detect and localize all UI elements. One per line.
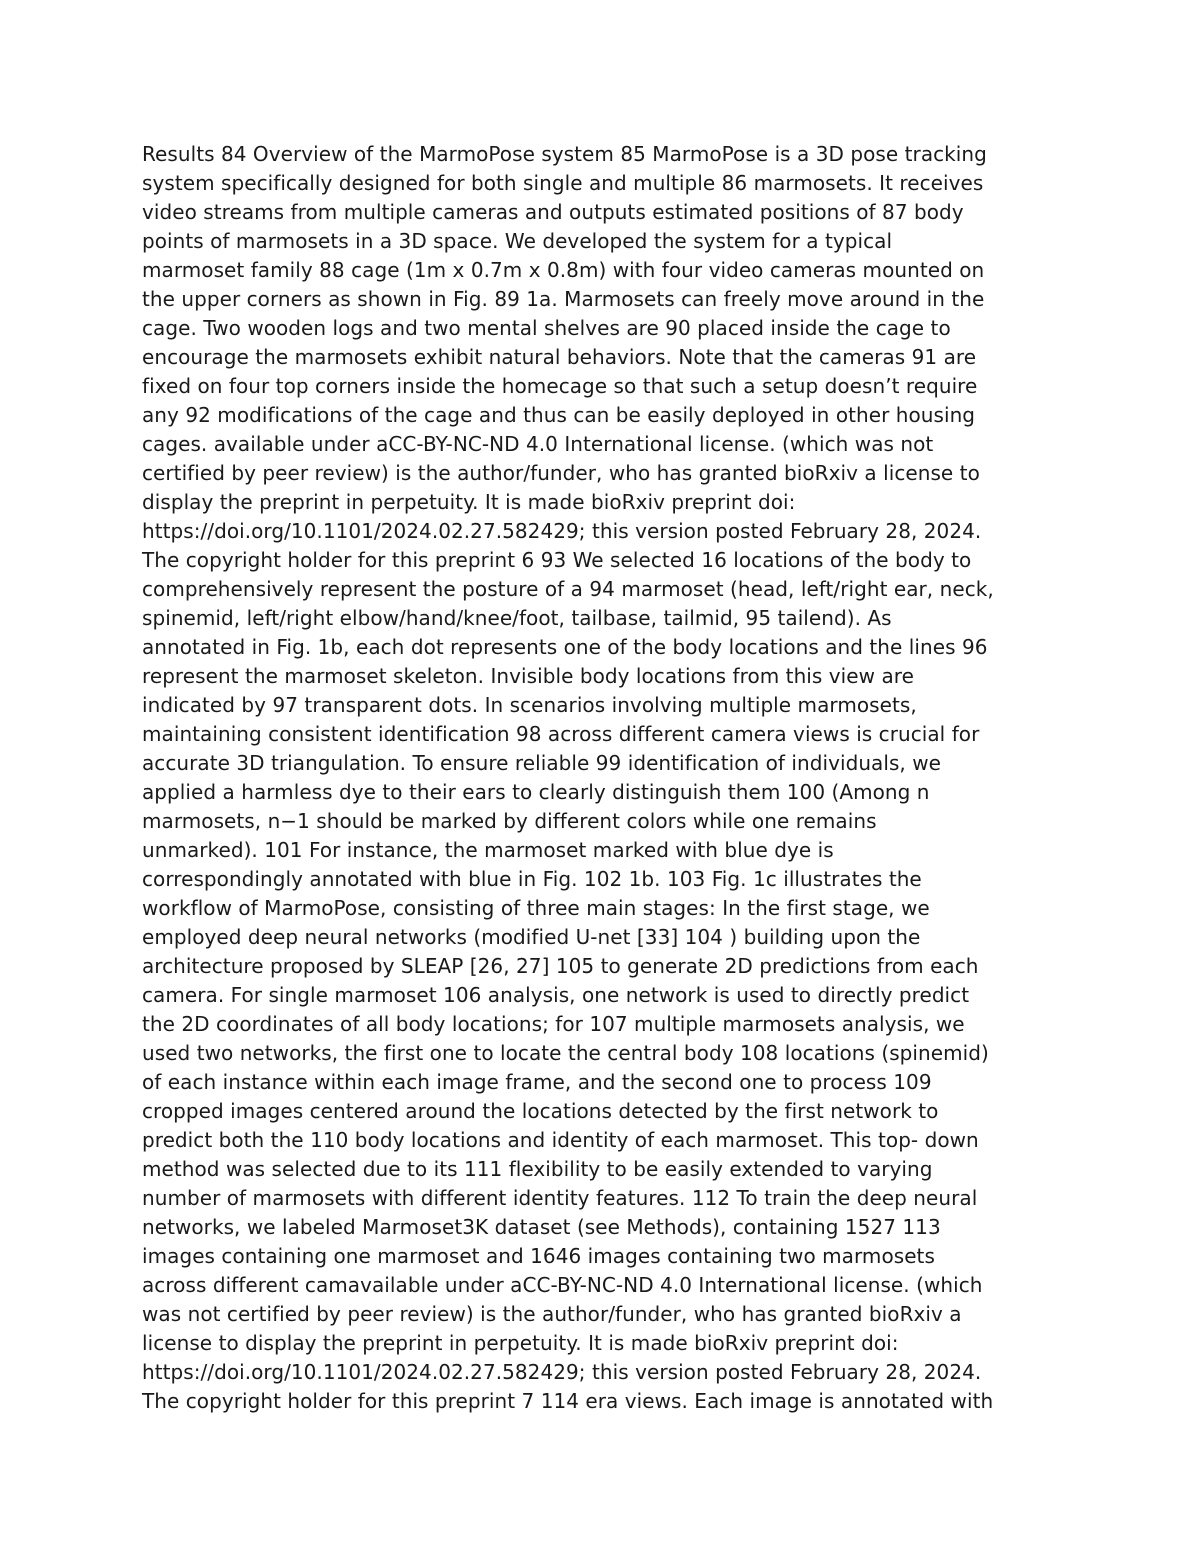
text-line: accurate 3D triangulation. To ensure reliable 99 identification of individuals, we (142, 751, 942, 775)
text-line: cages. available under aCC-BY-NC-ND 4.0 International license. (which was not (142, 432, 934, 456)
text-line: The copyright holder for this preprint 7 114 era views. Each image is annotated with (142, 1389, 994, 1413)
text-line: correspondingly annotated with blue in Fig. 102 1b. 103 Fig. 1c illustrates the (142, 867, 922, 891)
text-line: employed deep neural networks (modified U-net [33] 104 ) building upon the (142, 925, 921, 949)
doi-link-text: https://doi.org/10.1101/2024.02.27.582429; this version posted February 28, 2024. (142, 1360, 982, 1384)
text-line: fixed on four top corners inside the homecage so that such a setup doesn’t require (142, 374, 978, 398)
text-line: cage. Two wooden logs and two mental shelves are 90 placed inside the cage to (142, 316, 951, 340)
text-line: any 92 modifications of the cage and thus can be easily deployed in other housing (142, 403, 976, 427)
text-line: represent the marmoset skeleton. Invisible body locations from this view are (142, 664, 914, 688)
text-line: license to display the preprint in perpetuity. It is made bioRxiv preprint doi: (142, 1331, 899, 1355)
text-line: architecture proposed by SLEAP [26, 27] 105 to generate 2D predictions from each (142, 954, 979, 978)
text-line: indicated by 97 transparent dots. In scenarios involving multiple marmosets, (142, 693, 917, 717)
text-line: marmoset family 88 cage (1m x 0.7m x 0.8m) with four video cameras mounted on (142, 258, 985, 282)
text-line: images containing one marmoset and 1646 images containing two marmosets (142, 1244, 935, 1268)
text-line: annotated in Fig. 1b, each dot represents one of the body locations and the lines 96 (142, 635, 988, 659)
text-line: certified by peer review) is the author/funder, who has granted bioRxiv a license to (142, 461, 980, 485)
text-line: the 2D coordinates of all body locations; for 107 multiple marmosets analysis, we (142, 1012, 965, 1036)
text-line: encourage the marmosets exhibit natural behaviors. Note that the cameras 91 are (142, 345, 977, 369)
text-line: video streams from multiple cameras and outputs estimated positions of 87 body (142, 200, 964, 224)
text-line: marmosets, n−1 should be marked by different colors while one remains (142, 809, 877, 833)
text-line: workflow of MarmoPose, consisting of three main stages: In the first stage, we (142, 896, 930, 920)
text-line: points of marmosets in a 3D space. We developed the system for a typical (142, 229, 893, 253)
text-line: system specifically designed for both single and multiple 86 marmosets. It receives (142, 171, 984, 195)
doi-link-text: https://doi.org/10.1101/2024.02.27.582429; this version posted February 28, 2024. (142, 519, 982, 543)
text-line: camera. For single marmoset 106 analysis, one network is used to directly predict (142, 983, 970, 1007)
text-line: cropped images centered around the locations detected by the first network to (142, 1099, 939, 1123)
text-line: Results 84 Overview of the MarmoPose system 85 MarmoPose is a 3D pose tracking (142, 142, 987, 166)
text-line: networks, we labeled Marmoset3K dataset (see Methods), containing 1527 113 (142, 1215, 941, 1239)
text-line: predict both the 110 body locations and identity of each marmoset. This top- down (142, 1128, 979, 1152)
text-line: spinemid, left/right elbow/hand/knee/foot, tailbase, tailmid, 95 tailend). As (142, 606, 892, 630)
text-line: comprehensively represent the posture of a 94 marmoset (head, left/right ear, neck, (142, 577, 994, 601)
text-line: display the preprint in perpetuity. It is made bioRxiv preprint doi: (142, 490, 796, 514)
text-line: method was selected due to its 111 flexibility to be easily extended to varying (142, 1157, 933, 1181)
text-line: The copyright holder for this preprint 6 93 We selected 16 locations of the body to (142, 548, 972, 572)
text-line: maintaining consistent identification 98 across different camera views is crucial for (142, 722, 980, 746)
text-line: unmarked). 101 For instance, the marmoset marked with blue dye is (142, 838, 834, 862)
text-line: of each instance within each image frame, and the second one to process 109 (142, 1070, 932, 1094)
text-line: across different camavailable under aCC-BY-NC-ND 4.0 International license. (which (142, 1273, 983, 1297)
text-line: was not certified by peer review) is the author/funder, who has granted bioRxiv a (142, 1302, 962, 1326)
text-line: applied a harmless dye to their ears to clearly distinguish them 100 (Among n (142, 780, 930, 804)
text-line: the upper corners as shown in Fig. 89 1a. Marmosets can freely move around in the (142, 287, 985, 311)
body-text (142, 140, 1072, 1416)
text-line: number of marmosets with different identity features. 112 To train the deep neural (142, 1186, 978, 1210)
text-line: used two networks, the first one to locate the central body 108 locations (spinemid) (142, 1041, 989, 1065)
